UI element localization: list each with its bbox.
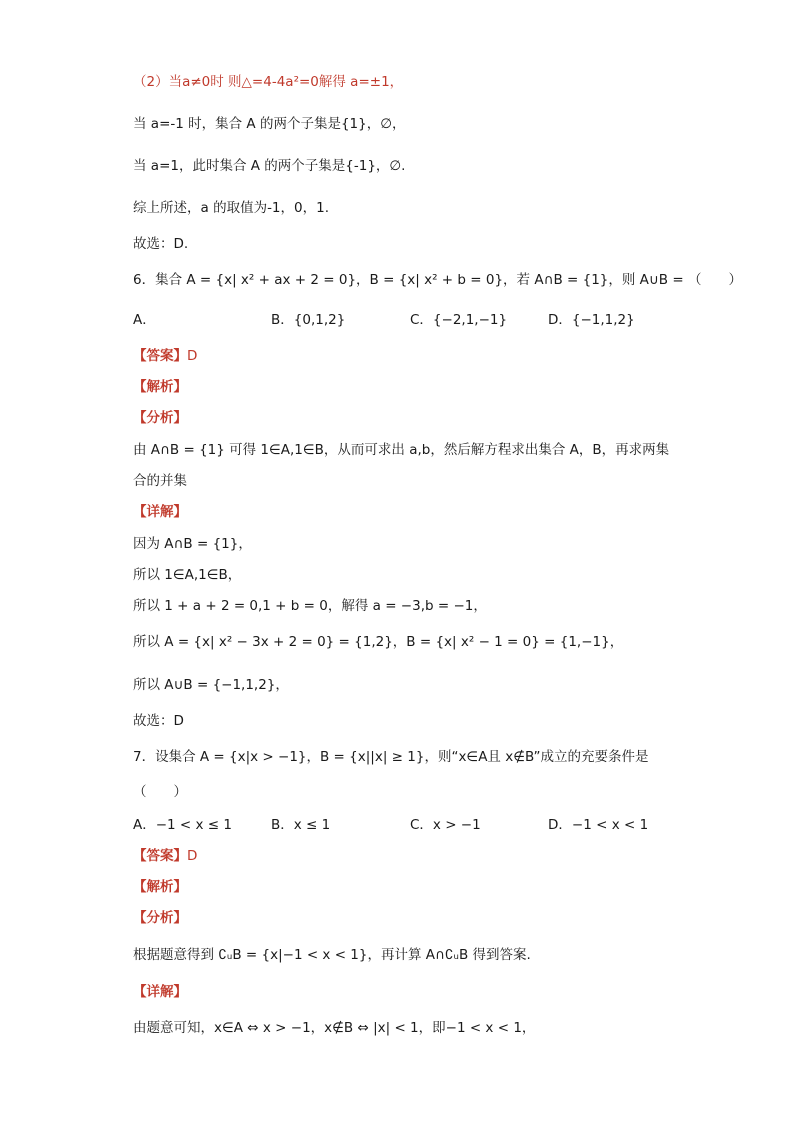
q7-answer-tag: 【答案】 (133, 848, 187, 864)
part2-line-5: 故选：D. (133, 236, 189, 252)
q7-paren: （ ） (133, 784, 187, 800)
q6-fenxi-tag: 【分析】 (133, 410, 187, 426)
q7-option-d: D．−1 < x < 1 (548, 817, 649, 833)
part2-line-1: （2）当a≠0时 则△=4-4a²=0解得 a=±1， (133, 74, 404, 90)
q6-xiangjie-tag: 【详解】 (133, 504, 187, 520)
part2-line-3: 当 a=1，此时集合 A 的两个子集是{-1}，∅. (133, 158, 406, 174)
q6-detail-4: 所以 A = {x| x² − 3x + 2 = 0} = {1,2}，B = {x| x² − 1 = 0} = {1,−1}， (133, 634, 624, 650)
q7-option-c: C．x > −1 (410, 817, 481, 833)
part2-line-2: 当 a=-1 时，集合 A 的两个子集是{1}，∅， (133, 116, 406, 132)
q6-detail-2: 所以 1∈A,1∈B， (133, 567, 242, 583)
q6-jiexi-tag: 【解析】 (133, 379, 187, 395)
q6-fenxi-text-2: 合的并集 (133, 473, 187, 489)
q6-option-c: C．{−2,1,−1} (410, 312, 508, 328)
part2-line-4: 综上所述，a 的取值为-1，0，1. (133, 200, 329, 216)
q6-option-d: D．{−1,1,2} (548, 312, 635, 328)
q7-fenxi-tag: 【分析】 (133, 910, 187, 926)
q7-answer-row (133, 846, 197, 866)
q6-fenxi-text-1: 由 A∩B = {1} 可得 1∈A,1∈B，从而可求出 a,b，然后解方程求出集合 A，B，再求两集 (133, 442, 670, 458)
q7-stem: 7．设集合 A = {x|x > −1}，B = {x||x| ≥ 1}，则“x∈A且 x∉B”成立的充要条件是 (133, 749, 649, 765)
q6-option-a: A． (133, 312, 156, 328)
q6-detail-5: 所以 A∪B = {−1,1,2}， (133, 677, 289, 693)
q6-stem: 6．集合 A = {x| x² + ax + 2 = 0}，B = {x| x² + b = 0}，若 A∩B = {1}，则 A∪B = （ ） (133, 272, 742, 288)
q6-detail-3: 所以 1 + a + 2 = 0,1 + b = 0，解得 a = −3,b = −1， (133, 598, 487, 614)
q7-option-b: B．x ≤ 1 (271, 817, 331, 833)
q7-answer-value: D (187, 848, 198, 864)
q7-fenxi-text: 根据题意得到 ∁ᵤB = {x|−1 < x < 1}，再计算 A∩∁ᵤB 得到答案. (133, 947, 531, 963)
q7-jiexi-tag: 【解析】 (133, 879, 187, 895)
q6-option-b: B．{0,1,2} (271, 312, 346, 328)
q7-detail-1: 由题意可知，x∈A ⇔ x > −1，x∉B ⇔ |x| < 1，即−1 < x < 1， (133, 1020, 536, 1036)
q6-answer-tag: 【答案】 (133, 348, 187, 364)
q6-detail-1: 因为 A∩B = {1}， (133, 536, 252, 552)
q6-answer-value: D (187, 348, 198, 364)
q7-option-a: A．−1 < x ≤ 1 (133, 817, 233, 833)
q6-detail-6: 故选：D (133, 713, 184, 729)
q6-answer-row (133, 346, 197, 366)
q7-xiangjie-tag: 【详解】 (133, 984, 187, 1000)
